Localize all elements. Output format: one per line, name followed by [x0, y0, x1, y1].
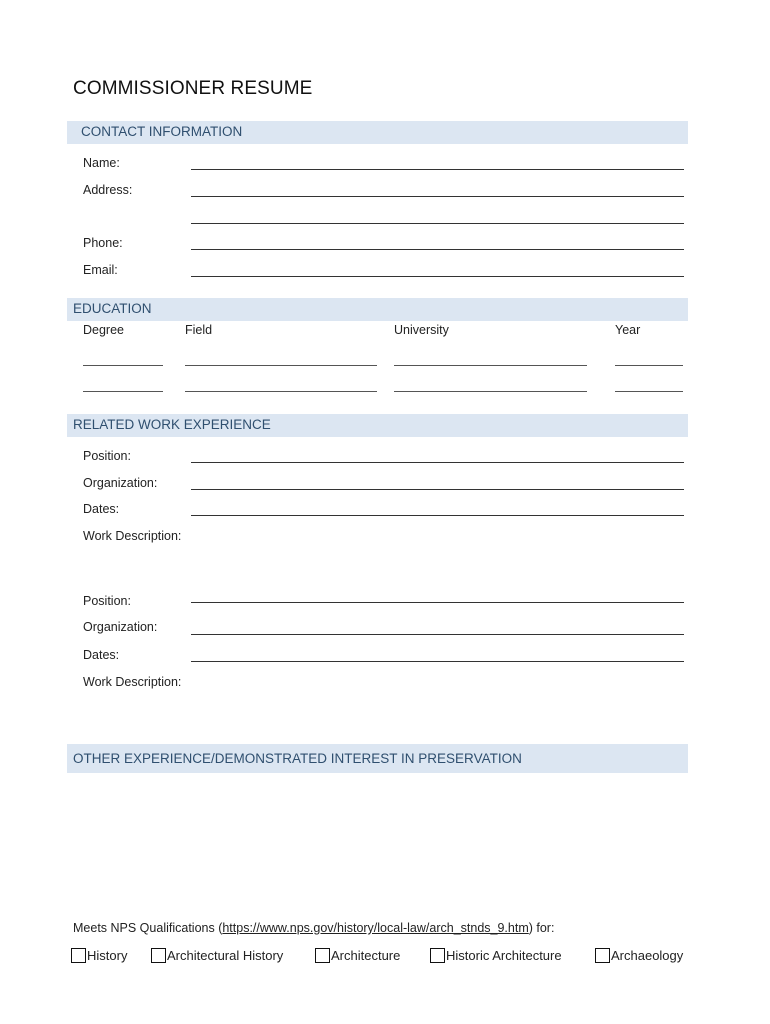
position-field-1[interactable] — [191, 462, 684, 463]
dates-label-2: Dates: — [83, 648, 120, 662]
degree-field-2[interactable] — [83, 391, 163, 392]
checkbox-box[interactable] — [430, 948, 445, 963]
year-field-1[interactable] — [615, 365, 683, 366]
section-header-education: EDUCATION — [67, 298, 688, 321]
section-header-work: RELATED WORK EXPERIENCE — [67, 414, 688, 437]
position-field-2[interactable] — [191, 602, 684, 603]
degree-field-1[interactable] — [83, 365, 163, 366]
email-label: Email: — [83, 263, 118, 277]
checkbox-box[interactable] — [595, 948, 610, 963]
address-field-line-1[interactable] — [191, 196, 684, 197]
university-field-1[interactable] — [394, 365, 587, 366]
year-field-2[interactable] — [615, 391, 683, 392]
checkbox-label-historic-architecture: Historic Architecture — [446, 947, 562, 963]
dates-label-1: Dates: — [83, 502, 120, 516]
organization-field-2[interactable] — [191, 634, 684, 635]
checkbox-label-archaeology: Archaeology — [611, 947, 684, 963]
name-field[interactable] — [191, 169, 684, 170]
organization-field-1[interactable] — [191, 489, 684, 490]
work-description-label-1: Work Description: — [83, 529, 182, 543]
section-header-other: OTHER EXPERIENCE/DEMONSTRATED INTEREST IN PRESERVATION — [67, 744, 688, 773]
checkbox-box[interactable] — [71, 948, 86, 963]
nps-link[interactable]: https://www.nps.gov/history/local-law/arch_stnds_9.htm — [222, 921, 529, 935]
checkbox-label-architecture: Architecture — [331, 947, 401, 963]
nps-qualifications-text — [73, 921, 554, 935]
checkbox-box[interactable] — [151, 948, 166, 963]
position-label-1: Position: — [83, 449, 131, 463]
section-header-contact: CONTACT INFORMATION — [67, 121, 688, 144]
checkbox-label-history: History — [87, 947, 128, 963]
university-column-header: University — [394, 323, 449, 337]
address-label: Address: — [83, 183, 133, 197]
checkbox-architecture[interactable] — [315, 946, 400, 964]
work-description-label-2: Work Description: — [83, 675, 182, 689]
university-field-2[interactable] — [394, 391, 587, 392]
nps-prefix: Meets NPS Qualifications ( — [73, 921, 223, 935]
position-label-2: Position: — [83, 594, 131, 608]
nps-suffix: ) for: — [528, 921, 555, 935]
field-column-header: Field — [185, 323, 213, 337]
field-field-2[interactable] — [185, 391, 377, 392]
phone-field[interactable] — [191, 249, 684, 250]
organization-label-1: Organization: — [83, 476, 158, 490]
checkbox-box[interactable] — [315, 948, 330, 963]
field-field-1[interactable] — [185, 365, 377, 366]
degree-column-header: Degree — [83, 323, 124, 337]
year-column-header: Year — [615, 323, 641, 337]
dates-field-2[interactable] — [191, 661, 684, 662]
phone-label: Phone: — [83, 236, 123, 250]
checkbox-architectural-history[interactable] — [151, 946, 283, 964]
checkbox-history[interactable] — [71, 946, 127, 964]
checkbox-historic-architecture[interactable] — [430, 946, 562, 964]
page-title: COMMISSIONER RESUME — [73, 78, 313, 99]
checkbox-archaeology[interactable] — [595, 946, 683, 964]
checkbox-label-architectural-history: Architectural History — [167, 947, 284, 963]
email-field[interactable] — [191, 276, 684, 277]
address-field-line-2[interactable] — [191, 223, 684, 224]
organization-label-2: Organization: — [83, 620, 158, 634]
name-label: Name: — [83, 156, 120, 170]
dates-field-1[interactable] — [191, 515, 684, 516]
